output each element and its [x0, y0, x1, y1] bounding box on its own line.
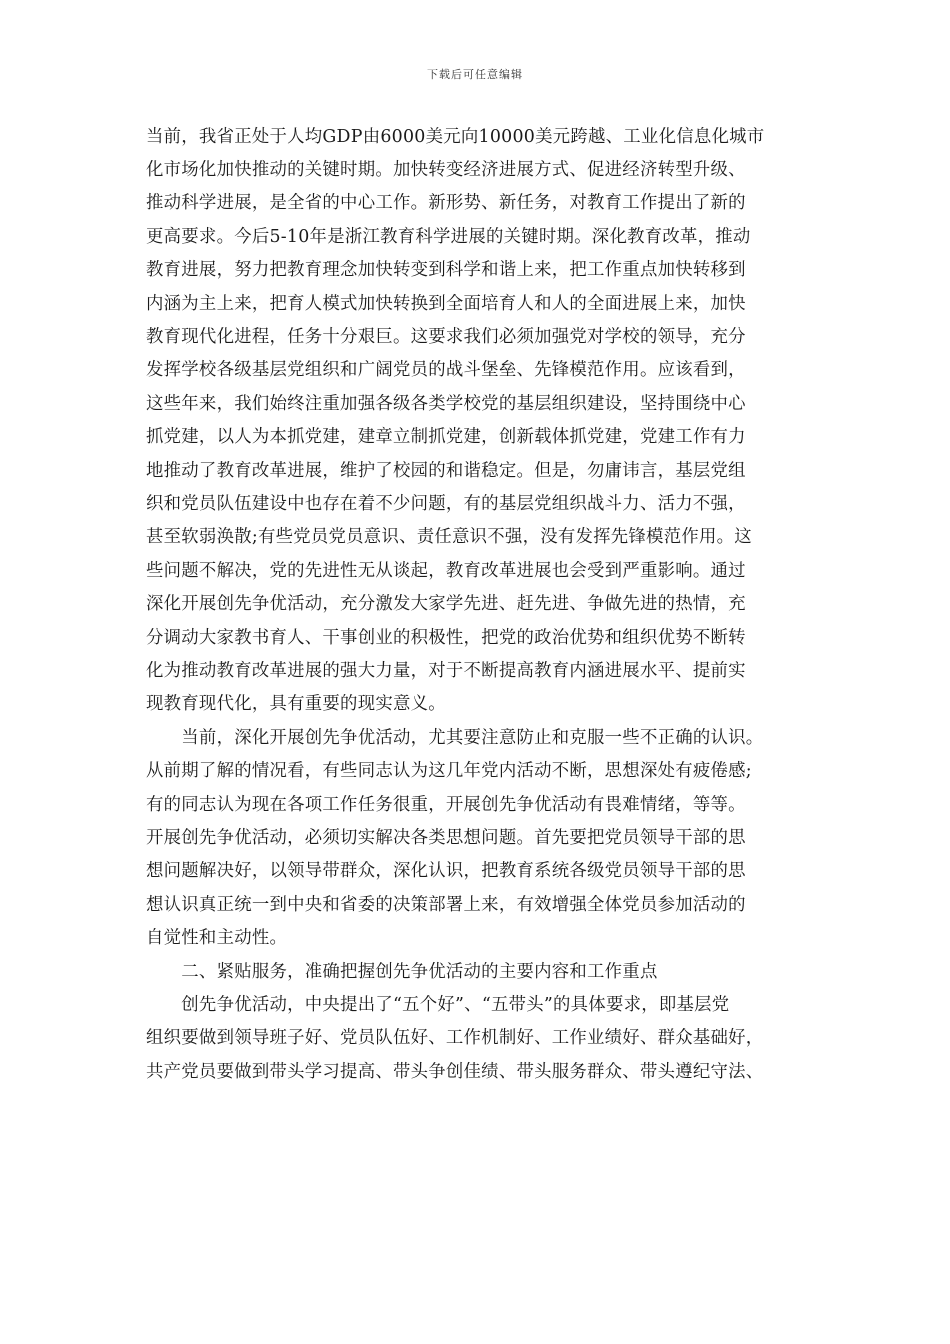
page-header-note: 下载后可任意编辑 [427, 68, 523, 81]
text-line: 当前，我省正处于人均GDP由6000美元向10000美元跨越、工业化信息化城市 [146, 127, 765, 147]
text-line: 化市场化加快推动的关键时期。加快转变经济进展方式、促进经济转型升级、 [146, 160, 746, 180]
text-line: 分调动大家教书育人、干事创业的积极性，把党的政治优势和组织优势不断转 [146, 628, 746, 648]
text-line: 想问题解决好，以领导带群众，深化认识，把教育系统各级党员领导干部的思 [146, 861, 746, 881]
text-line: 发挥学校各级基层党组织和广阔党员的战斗堡垒、先锋模范作用。应该看到， [146, 360, 746, 380]
text-line: 有的同志认为现在各项工作任务很重，开展创先争优活动有畏难情绪，等等。 [146, 795, 746, 815]
text-line: 抓党建，以人为本抓党建，建章立制抓党建，创新载体抓党建，党建工作有力 [146, 427, 746, 447]
text-line: 自觉性和主动性。 [146, 928, 288, 948]
text-line: 教育进展，努力把教育理念加快转变到科学和谐上来，把工作重点加快转移到 [146, 260, 746, 280]
text-line: 当前，深化开展创先争优活动，尤其要注意防止和克服一些不正确的认识。 [146, 728, 764, 748]
text-line: 甚至软弱涣散;有些党员党员意识、责任意识不强，没有发挥先锋模范作用。这 [146, 527, 752, 547]
text-line: 深化开展创先争优活动，充分激发大家学先进、赶先进、争做先进的热情，充 [146, 594, 746, 614]
text-line: 开展创先争优活动，必须切实解决各类思想问题。首先要把党员领导干部的思 [146, 828, 746, 848]
text-line: 创先争优活动，中央提出了“五个好”、“五带头”的具体要求，即基层党 [146, 995, 730, 1015]
text-line: 想认识真正统一到中央和省委的决策部署上来，有效增强全体党员参加活动的 [146, 895, 746, 915]
text-line: 从前期了解的情况看，有些同志认为这几年党内活动不断，思想深处有疲倦感; [146, 761, 752, 781]
text-line: 内涵为主上来，把育人模式加快转换到全面培育人和人的全面进展上来，加快 [146, 294, 746, 314]
text-line: 教育现代化进程，任务十分艰巨。这要求我们必须加强党对学校的领导，充分 [146, 327, 746, 347]
text-line: 组织要做到领导班子好、党员队伍好、工作机制好、工作业绩好、群众基础好， [146, 1028, 764, 1048]
text-line: 现教育现代化，具有重要的现实意义。 [146, 694, 446, 714]
text-line: 些问题不解决，党的先进性无从谈起，教育改革进展也会受到严重影响。通过 [146, 561, 746, 581]
text-line: 化为推动教育改革进展的强大力量，对于不断提高教育内涵进展水平、提前实 [146, 661, 746, 681]
text-line: 推动科学进展，是全省的中心工作。新形势、新任务，对教育工作提出了新的 [146, 193, 746, 213]
text-line: 地推动了教育改革进展，维护了校园的和谐稳定。但是，勿庸讳言，基层党组 [146, 461, 746, 481]
text-line: 共产党员要做到带头学习提高、带头争创佳绩、带头服务群众、带头遵纪守法、 [146, 1062, 764, 1082]
text-line: 这些年来，我们始终注重加强各级各类学校党的基层组织建设，坚持围绕中心 [146, 394, 746, 414]
section-heading: 二、紧贴服务，准确把握创先争优活动的主要内容和工作重点 [146, 962, 658, 982]
text-line: 更高要求。今后5-10年是浙江教育科学进展的关键时期。深化教育改革，推动 [146, 227, 751, 247]
text-line: 织和党员队伍建设中也存在着不少问题，有的基层党组织战斗力、活力不强， [146, 494, 746, 514]
